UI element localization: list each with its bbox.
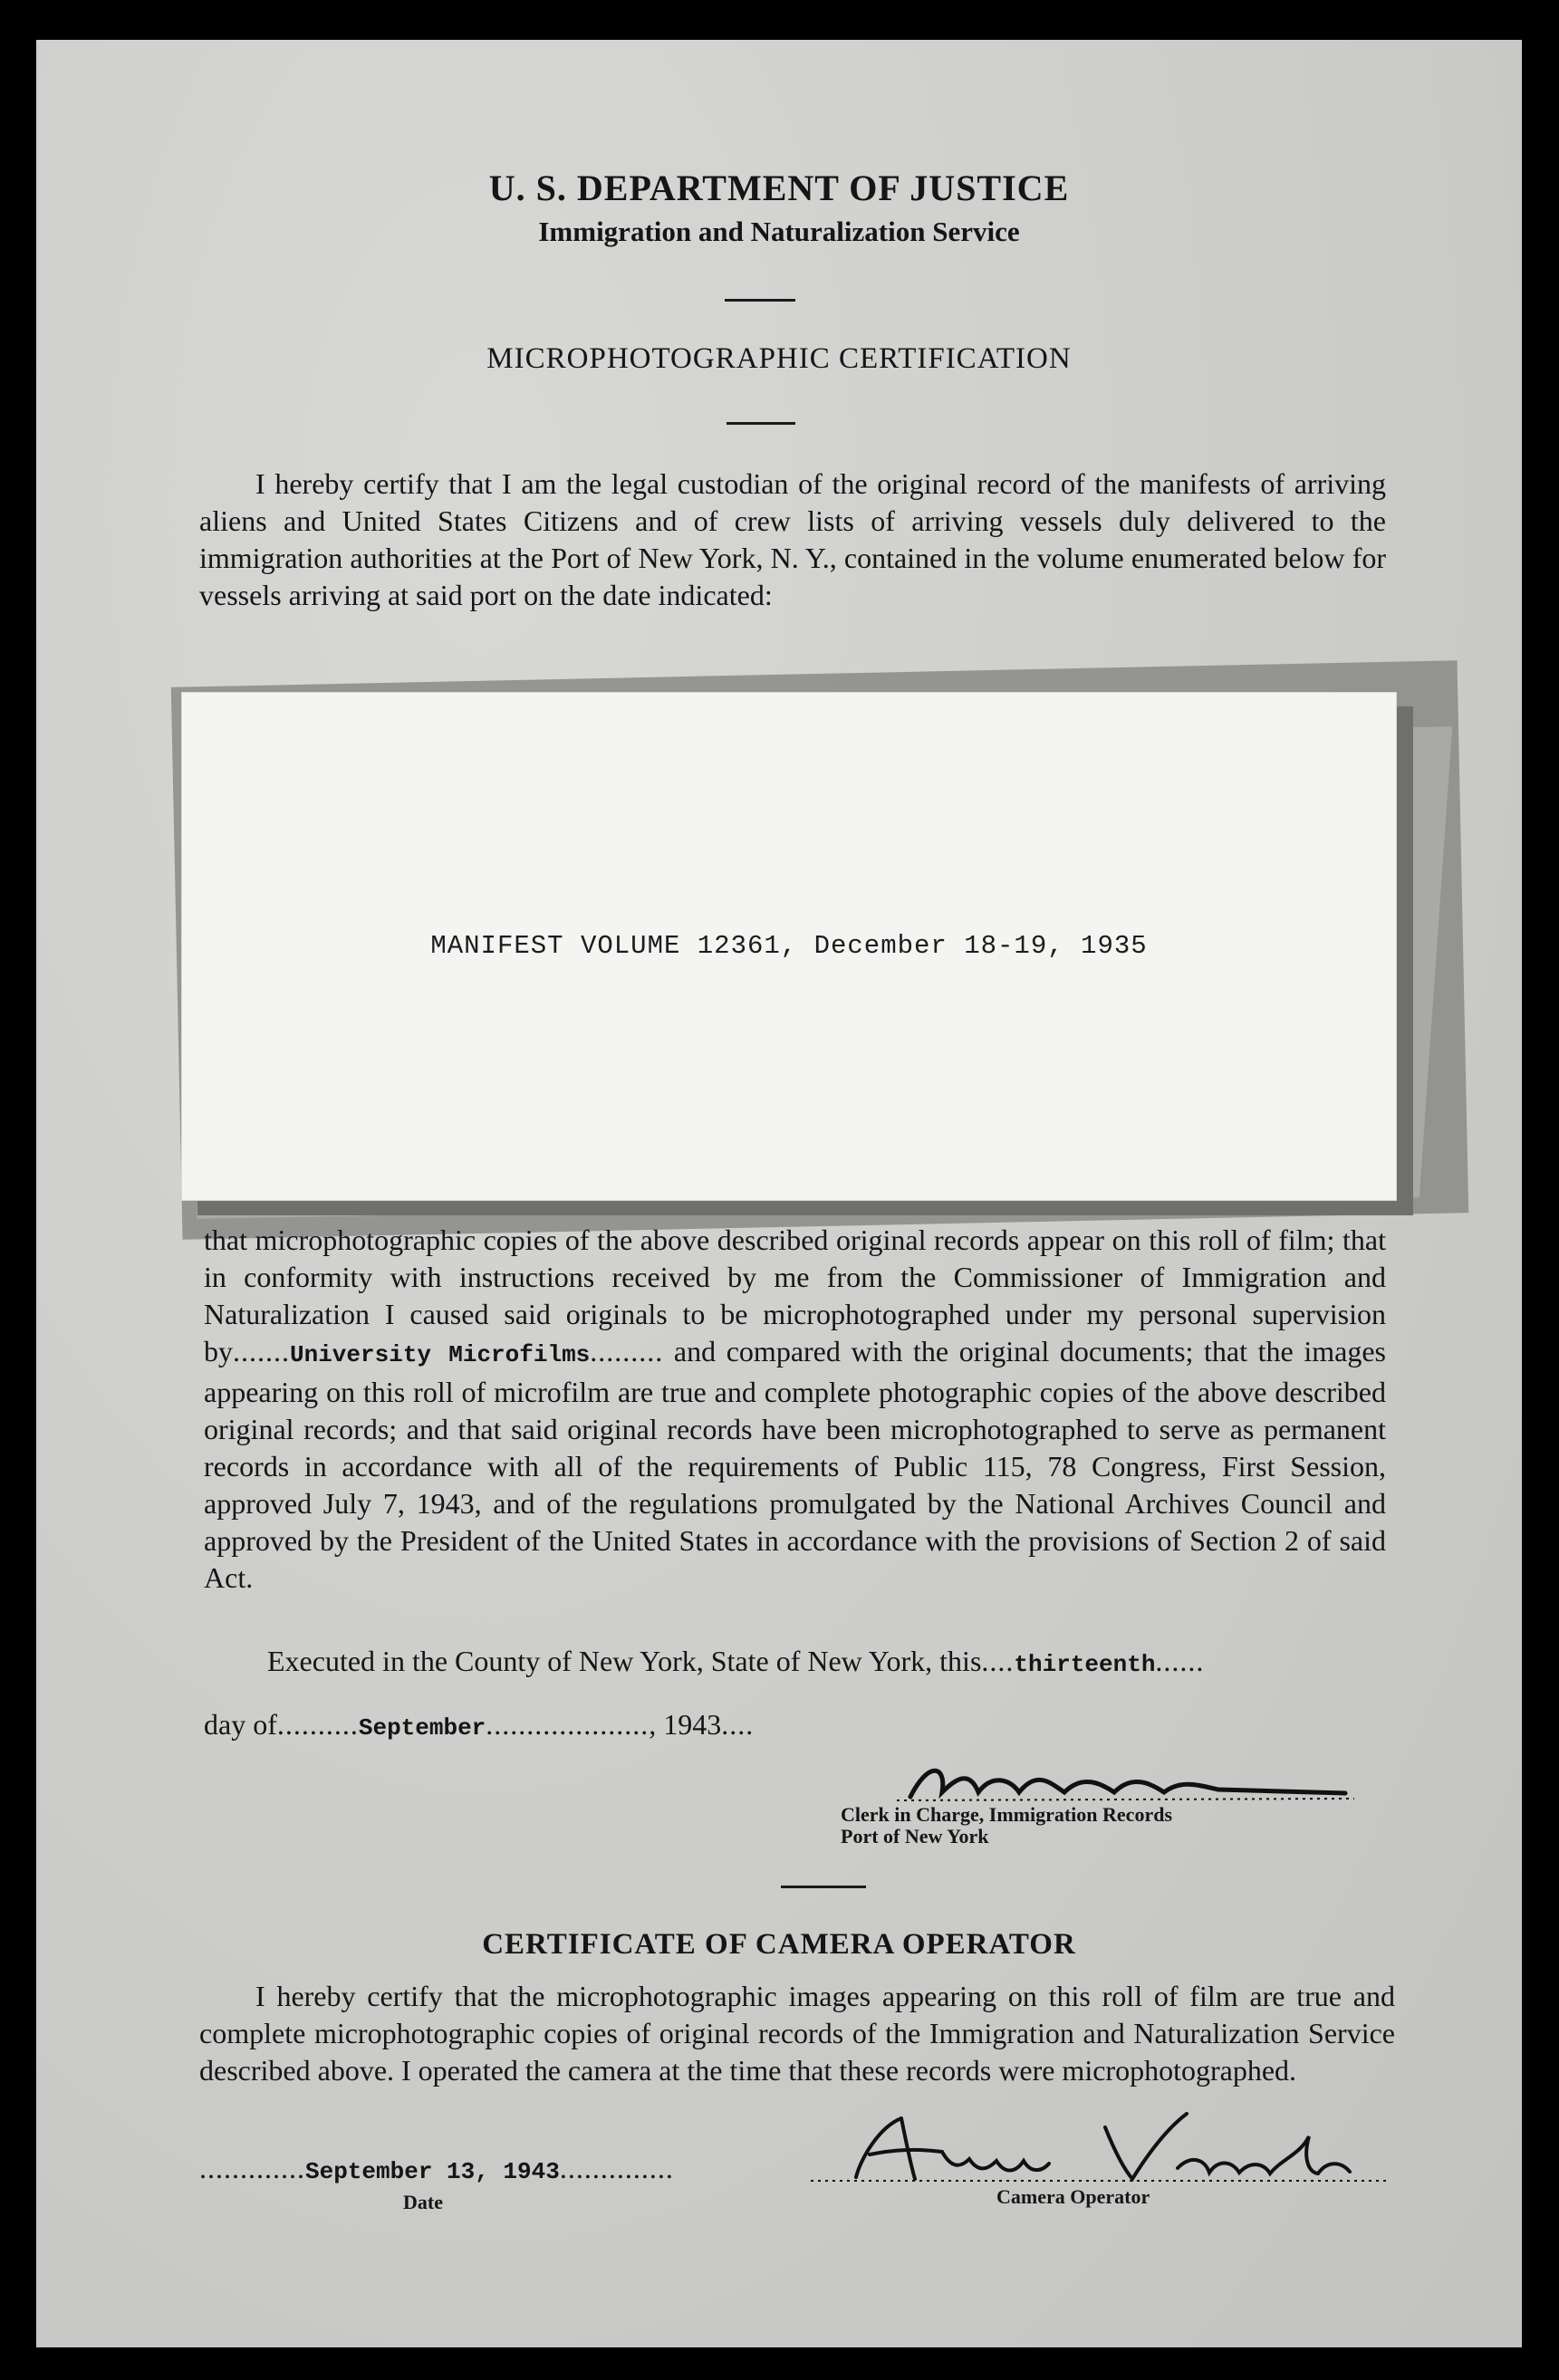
service-subheading: Immigration and Naturalization Service [538, 216, 1020, 247]
execution-text: Executed in the County of New York, State of New York, this [267, 1645, 982, 1677]
date-line: .............September 13, 1943.............. [199, 2152, 674, 2185]
document-sheet [36, 40, 1522, 2347]
manifest-card [181, 692, 1397, 1201]
date-label: Date [403, 2191, 443, 2213]
day-of-line: day of..........September...................., 1943.... [204, 1708, 755, 1742]
body-paragraph-part1: that microphotographic copies of the above described original records appear on this roll of film; that in conformity with instructions received by me from the Commissioner of Immigration and Naturalization I caused said originals to be microphotographed under my personal supervision by [204, 1224, 1386, 1368]
date-value: September 13, 1943 [305, 2158, 560, 2185]
clerk-title-line1: Clerk in Charge, Immigration Records [841, 1803, 1173, 1826]
clerk-title [841, 1804, 1172, 1847]
execution-month: September [358, 1714, 486, 1742]
camera-operator-title: CERTIFICATE OF CAMERA OPERATOR [482, 1928, 1076, 1961]
camera-operator-label: Camera Operator [996, 2185, 1150, 2208]
execution-year: , 1943 [649, 1708, 722, 1741]
filmed-by-value: University Microfilms [290, 1341, 591, 1368]
camera-operator-signature [806, 2096, 1395, 2195]
intro-paragraph: I hereby certify that I am the legal custodian of the original record of the manifests of arriving aliens and United States Citizens and of crew lists of arriving vessels duly delivered to the immigration authorities at the Port of New York, N. Y., contained in the volume enumerated below for vessels arriving at said port on the date indicated: [199, 467, 1386, 611]
divider [727, 422, 795, 425]
certification-title: MICROPHOTOGRAPHIC CERTIFICATION [486, 342, 1072, 375]
divider [725, 299, 795, 302]
day-of-label: day of [204, 1708, 277, 1741]
body-paragraph-part2: and compared with the original documents; that the images appearing on this roll of microfilm are true and complete photographic copies of the above described original records; and that said original records have been microphotographed to serve as permanent records in accordance with all of the requirements of Public 115, 78 Congress, First Session, approved July 7, 1943, and of the regulations promulgated by the National Archives Council and approved by the President of the United States in accordance with the provisions of Section 2 of said Act. [204, 1335, 1387, 1594]
body-paragraph: that microphotographic copies of the above described original records appear on this roll of film; that in conformity with instructions received by me from the Commissioner of Immigration and Naturalization I caused said originals to be microphotographed under my personal supervision by.......University Microfilms......... and compared with the original documents; that the images appearing on this roll of microfilm are true and complete photographic copies of the above described original records; and that said original records have been microphotographed to serve as permanent records in accordance with all of the requirements of Public 115, 78 Congress, First Session, approved July 7, 1943, and of the regulations promulgated by the National Archives Council and approved by the President of the United States in accordance with the provisions of Section 2 of said Act. [204, 1224, 1387, 1594]
clerk-title-line2: Port of New York [841, 1825, 989, 1847]
department-heading: U. S. DEPARTMENT OF JUSTICE [488, 168, 1070, 208]
camera-operator-paragraph: I hereby certify that the microphotographic images appearing on this roll of film are true and complete microphotographic copies of original records of the Immigration and Naturalization Service described above. I operated the camera at the time that these records were microphotographed. [199, 1980, 1395, 2087]
divider [781, 1886, 866, 1888]
manifest-volume-label: MANIFEST VOLUME 12361, December 18-19, 1935 [430, 931, 1148, 961]
execution-day: thirteenth [1014, 1651, 1156, 1678]
execution-line: Executed in the County of New York, State of New York, this....thirteenth...... [267, 1645, 1205, 1678]
